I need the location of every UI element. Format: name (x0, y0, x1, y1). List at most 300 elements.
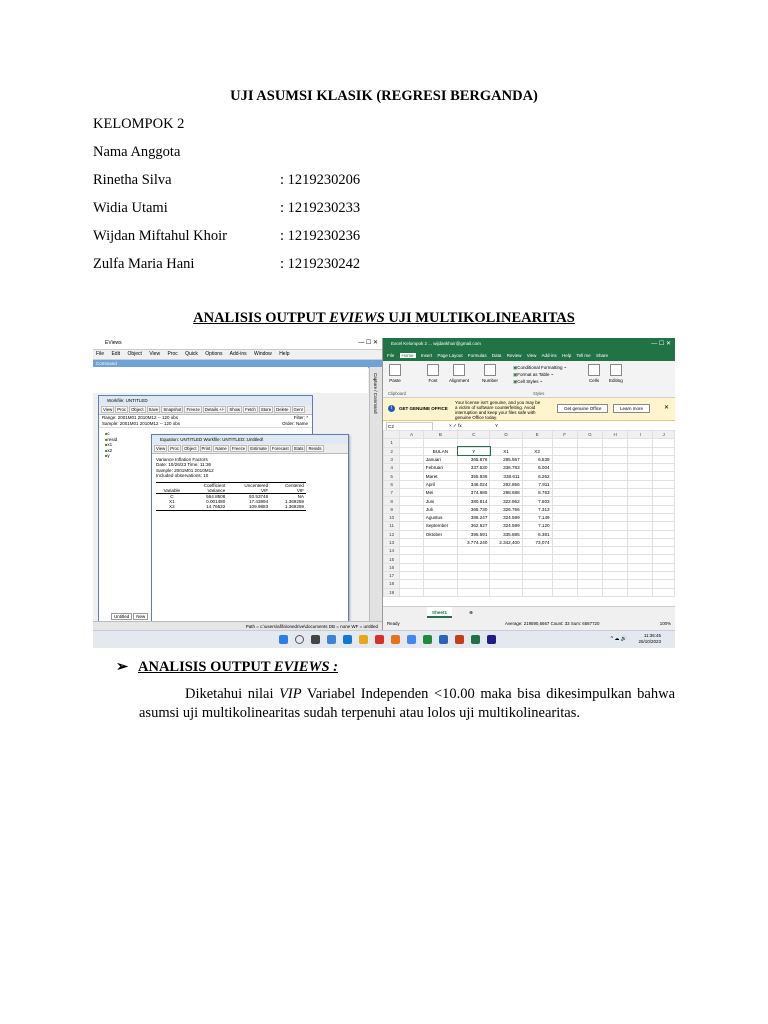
cell[interactable] (522, 555, 552, 563)
row-header[interactable]: 15 (384, 555, 400, 563)
cell[interactable] (577, 538, 602, 546)
cell[interactable] (577, 588, 602, 596)
cell[interactable] (653, 497, 675, 505)
cell[interactable] (628, 447, 653, 455)
cell[interactable] (423, 580, 457, 588)
toolbar-button[interactable]: Print (201, 446, 211, 451)
cell[interactable] (628, 489, 653, 497)
toolbar-button[interactable]: Details +/- (204, 407, 225, 412)
row-header[interactable]: 11 (384, 522, 400, 530)
toolbar-button[interactable]: Genr (293, 407, 304, 412)
sheet-tab[interactable]: Sheet1 (427, 607, 452, 618)
cell[interactable]: Mei (423, 489, 457, 497)
cell[interactable] (552, 472, 577, 480)
cell[interactable] (653, 538, 675, 546)
toolbar-button[interactable]: Fetch (245, 407, 256, 412)
cell[interactable] (603, 505, 628, 513)
paste-button[interactable] (389, 364, 401, 383)
ribbon-tab[interactable]: Formulas (467, 353, 487, 358)
cell[interactable]: X1 (490, 447, 522, 455)
cell[interactable]: 324.599 (490, 513, 522, 521)
format-as-table-button[interactable]: ▣ Format as Table ~ (513, 371, 566, 378)
toolbar-button[interactable]: Store (260, 407, 272, 412)
toolbar-button[interactable]: Estimate (250, 446, 267, 451)
toolbar-button[interactable]: Object (131, 407, 144, 412)
cell[interactable] (628, 588, 653, 596)
cell[interactable] (458, 439, 490, 447)
cell[interactable] (400, 513, 423, 521)
cell[interactable]: 337.530 (458, 464, 490, 472)
toolbar-button[interactable]: View (156, 446, 166, 451)
column-header[interactable]: B (423, 431, 457, 439)
cell[interactable] (577, 580, 602, 588)
task-view-icon[interactable] (311, 635, 320, 644)
cell[interactable]: Oktober (423, 530, 457, 538)
cell[interactable] (628, 464, 653, 472)
cell[interactable]: 395.591 (458, 530, 490, 538)
menu-item[interactable]: Help (279, 351, 290, 357)
cell[interactable] (628, 547, 653, 555)
cell[interactable]: 73,074 (522, 538, 552, 546)
cell[interactable] (552, 505, 577, 513)
cell[interactable] (400, 588, 423, 596)
cell[interactable] (423, 588, 457, 596)
cell[interactable] (400, 489, 423, 497)
cell[interactable] (628, 538, 653, 546)
toolbar-button[interactable]: Name (215, 446, 227, 451)
cell[interactable] (552, 547, 577, 555)
cell[interactable] (628, 580, 653, 588)
toolbar-button[interactable]: Show (229, 407, 241, 412)
cell[interactable] (653, 489, 675, 497)
cell[interactable] (522, 563, 552, 571)
cell[interactable]: 362.527 (458, 522, 490, 530)
cell[interactable]: 298.688 (490, 489, 522, 497)
cell[interactable] (423, 538, 457, 546)
cell[interactable] (552, 439, 577, 447)
corner-cell[interactable] (384, 431, 400, 439)
cell[interactable] (490, 555, 522, 563)
close-icon[interactable]: ✕ (663, 405, 669, 411)
cell[interactable] (423, 555, 457, 563)
cell[interactable] (653, 472, 675, 480)
cell[interactable] (400, 555, 423, 563)
cell[interactable]: 355.936 (458, 472, 490, 480)
cell[interactable]: 292.856 (490, 480, 522, 488)
cell[interactable] (458, 572, 490, 580)
cell[interactable] (577, 464, 602, 472)
font-button[interactable] (427, 364, 439, 383)
get-genuine-button[interactable]: Get genuine Office (557, 404, 608, 413)
row-header[interactable]: 18 (384, 580, 400, 588)
cell[interactable] (653, 588, 675, 596)
row-header[interactable]: 10 (384, 513, 400, 521)
cell[interactable] (628, 497, 653, 505)
cell[interactable] (577, 497, 602, 505)
cell[interactable] (490, 547, 522, 555)
cell[interactable]: Juli (423, 505, 457, 513)
cell[interactable] (577, 480, 602, 488)
cell[interactable]: 380.814 (458, 497, 490, 505)
cell[interactable] (653, 480, 675, 488)
cell[interactable] (653, 464, 675, 472)
cell[interactable] (522, 580, 552, 588)
app-icon[interactable] (327, 635, 336, 644)
cell[interactable] (400, 472, 423, 480)
cell[interactable]: 3.774.240 (458, 538, 490, 546)
command-area[interactable] (93, 367, 368, 393)
app-icon[interactable] (375, 635, 384, 644)
powerpoint-icon[interactable] (455, 635, 464, 644)
clock[interactable] (638, 633, 661, 645)
cell[interactable] (400, 505, 423, 513)
menu-item[interactable]: Quick (185, 351, 198, 357)
series-item[interactable]: ■ y (105, 453, 312, 459)
cell[interactable] (653, 563, 675, 571)
toolbar-button[interactable]: Proc (170, 446, 180, 451)
column-header[interactable]: H (603, 431, 628, 439)
app-icon[interactable] (423, 635, 432, 644)
cell[interactable]: Maret (423, 472, 457, 480)
excel-icon[interactable] (471, 635, 480, 644)
cell[interactable] (400, 580, 423, 588)
cell[interactable] (400, 439, 423, 447)
cell[interactable] (400, 447, 423, 455)
cell[interactable]: 326.756 (490, 505, 522, 513)
row-header[interactable]: 1 (384, 439, 400, 447)
cell[interactable] (603, 513, 628, 521)
row-header[interactable]: 4 (384, 464, 400, 472)
cell[interactable] (653, 580, 675, 588)
ribbon-tab[interactable]: Add-ins (541, 353, 557, 358)
cell[interactable]: X2 (522, 447, 552, 455)
cell[interactable] (628, 522, 653, 530)
cell[interactable] (400, 464, 423, 472)
cell[interactable] (552, 464, 577, 472)
cell[interactable]: Januari (423, 455, 457, 463)
series-item[interactable]: ■ c (105, 431, 312, 437)
cell[interactable] (653, 572, 675, 580)
cell[interactable]: 7.120 (522, 522, 552, 530)
toolbar-button[interactable]: Proc (117, 407, 127, 412)
series-item[interactable]: ■ resid (105, 437, 312, 443)
cell[interactable] (522, 588, 552, 596)
column-header[interactable]: E (522, 431, 552, 439)
row-header[interactable]: 8 (384, 497, 400, 505)
toolbar-button[interactable]: Forecast (271, 446, 289, 451)
cell[interactable] (603, 563, 628, 571)
learn-more-button[interactable]: Learn more (613, 404, 650, 413)
window-controls-icon[interactable]: — ☐ ✕ (358, 340, 378, 346)
tab-untitled[interactable]: Untitled (111, 613, 132, 620)
cell[interactable] (577, 447, 602, 455)
cell[interactable] (400, 563, 423, 571)
cell[interactable] (603, 538, 628, 546)
cell[interactable] (603, 547, 628, 555)
toolbar-button[interactable]: Freeze (231, 446, 246, 451)
cell[interactable]: 7.911 (522, 480, 552, 488)
cell[interactable] (577, 472, 602, 480)
cell[interactable] (490, 580, 522, 588)
ribbon-tab[interactable]: Tell me (576, 353, 591, 358)
cell[interactable]: 6.262 (522, 472, 552, 480)
cell[interactable] (653, 439, 675, 447)
selected-cell[interactable]: Y (458, 447, 490, 455)
cell[interactable] (490, 572, 522, 580)
cell[interactable] (653, 530, 675, 538)
cell[interactable] (603, 555, 628, 563)
side-tab[interactable] (369, 367, 382, 629)
cell[interactable] (522, 572, 552, 580)
cell[interactable]: 285.567 (490, 455, 522, 463)
ribbon-tab[interactable]: Data (491, 353, 502, 358)
cell[interactable] (458, 547, 490, 555)
ribbon-tab[interactable]: Review (506, 353, 522, 358)
cell[interactable] (423, 547, 457, 555)
cell[interactable] (552, 480, 577, 488)
ribbon-tab-active[interactable]: Home (401, 353, 414, 358)
menu-item[interactable]: Edit (111, 351, 121, 357)
cell[interactable] (552, 580, 577, 588)
row-header[interactable]: 16 (384, 563, 400, 571)
cell[interactable] (628, 480, 653, 488)
column-header[interactable]: J (653, 431, 675, 439)
conditional-formatting-button[interactable]: ▣ Conditional Formatting ~ (513, 364, 566, 371)
toolbar-button[interactable]: View (103, 407, 113, 412)
cell[interactable] (628, 563, 653, 571)
cell[interactable] (577, 530, 602, 538)
cell[interactable] (552, 588, 577, 596)
cell[interactable] (552, 530, 577, 538)
formula-input[interactable]: Y (495, 423, 499, 428)
fx-icon[interactable]: × ✓ fx (449, 423, 462, 428)
cell[interactable] (400, 480, 423, 488)
menu-item[interactable]: File (96, 351, 105, 357)
row-header[interactable]: 6 (384, 480, 400, 488)
cell[interactable] (653, 455, 675, 463)
ribbon-tab[interactable]: View (526, 353, 537, 358)
cell[interactable] (577, 439, 602, 447)
cell[interactable]: 322.862 (490, 497, 522, 505)
tab-new[interactable]: New (133, 613, 148, 620)
cell[interactable] (522, 547, 552, 555)
cell[interactable] (552, 447, 577, 455)
cell[interactable] (522, 439, 552, 447)
cell[interactable]: 324.599 (490, 522, 522, 530)
cell[interactable] (552, 489, 577, 497)
cell[interactable]: 346.024 (458, 480, 490, 488)
ribbon-tab[interactable]: Insert (420, 353, 433, 358)
toolbar-button[interactable]: Snapshot (163, 407, 182, 412)
cell[interactable] (552, 513, 577, 521)
app-icon[interactable] (343, 635, 352, 644)
cell[interactable]: 6.381 (522, 530, 552, 538)
toolbar-button[interactable]: Resids (308, 446, 322, 451)
ribbon-tab[interactable]: Help (561, 353, 572, 358)
cell[interactable] (577, 455, 602, 463)
cell[interactable] (628, 530, 653, 538)
row-header[interactable]: 7 (384, 489, 400, 497)
toolbar-button[interactable]: Save (148, 407, 159, 412)
toolbar-button[interactable]: Stats (293, 446, 304, 451)
cell[interactable]: 6.004 (522, 464, 552, 472)
window-controls-icon[interactable]: — ☐ ✕ (651, 341, 671, 347)
cell[interactable]: 365.876 (458, 455, 490, 463)
cell[interactable] (603, 522, 628, 530)
row-header[interactable]: 9 (384, 505, 400, 513)
cells-button[interactable] (588, 364, 600, 383)
cell[interactable] (552, 497, 577, 505)
cell[interactable]: 374.685 (458, 489, 490, 497)
cell[interactable] (577, 489, 602, 497)
editing-button[interactable] (609, 364, 623, 383)
cell[interactable] (458, 580, 490, 588)
cell[interactable] (603, 588, 628, 596)
cell[interactable]: 7.149 (522, 513, 552, 521)
menu-item[interactable]: Window (254, 351, 272, 357)
row-header[interactable]: 5 (384, 472, 400, 480)
cell[interactable] (653, 555, 675, 563)
cell[interactable] (603, 497, 628, 505)
cell[interactable]: Februari (423, 464, 457, 472)
cell[interactable] (603, 580, 628, 588)
cell[interactable]: 365.730 (458, 505, 490, 513)
menu-item[interactable]: Add-ins (229, 351, 247, 357)
cell[interactable] (400, 522, 423, 530)
cell[interactable] (628, 505, 653, 513)
column-header[interactable]: F (552, 431, 577, 439)
cell[interactable] (400, 455, 423, 463)
cell[interactable]: 389.247 (458, 513, 490, 521)
alignment-button[interactable] (449, 364, 469, 383)
menu-item[interactable]: View (149, 351, 161, 357)
cell[interactable] (490, 439, 522, 447)
cell[interactable]: September (423, 522, 457, 530)
cell[interactable] (577, 555, 602, 563)
cell[interactable]: 336.783 (490, 464, 522, 472)
cell[interactable] (577, 513, 602, 521)
start-icon[interactable] (279, 635, 288, 644)
cell[interactable] (628, 513, 653, 521)
cell[interactable] (603, 489, 628, 497)
cell[interactable] (552, 572, 577, 580)
row-header[interactable]: 2 (384, 447, 400, 455)
cell[interactable]: 7.603 (522, 497, 552, 505)
column-header[interactable]: D (490, 431, 522, 439)
cell[interactable]: 338.611 (490, 472, 522, 480)
cell[interactable] (577, 505, 602, 513)
system-tray[interactable]: ^ ☁ 🔊 (610, 636, 627, 642)
menu-item[interactable]: Options (205, 351, 223, 357)
cell[interactable] (423, 439, 457, 447)
row-header[interactable]: 13 (384, 538, 400, 546)
cell[interactable] (653, 505, 675, 513)
cell[interactable] (628, 555, 653, 563)
word-icon[interactable] (439, 635, 448, 644)
cell[interactable] (458, 555, 490, 563)
cell[interactable]: 2.342,400 (490, 538, 522, 546)
cell[interactable] (603, 472, 628, 480)
app-icon[interactable] (391, 635, 400, 644)
cell[interactable] (628, 439, 653, 447)
menu-item[interactable]: Proc (167, 351, 178, 357)
cell[interactable] (400, 538, 423, 546)
cell[interactable] (552, 455, 577, 463)
cell[interactable] (653, 522, 675, 530)
cell-styles-button[interactable]: ▣ Cell Styles ~ (513, 378, 566, 385)
cell[interactable] (400, 530, 423, 538)
add-sheet-icon[interactable]: ⊕ (469, 610, 473, 615)
cell[interactable] (603, 447, 628, 455)
cell[interactable] (653, 513, 675, 521)
toolbar-button[interactable]: Delete (276, 407, 289, 412)
cell[interactable] (603, 464, 628, 472)
folder-icon[interactable] (359, 635, 368, 644)
cell[interactable] (458, 563, 490, 571)
cell[interactable] (603, 572, 628, 580)
cell[interactable]: BULAN (423, 447, 457, 455)
eviews-icon[interactable] (487, 635, 496, 644)
cell[interactable]: April (423, 480, 457, 488)
cell[interactable] (552, 538, 577, 546)
series-item[interactable]: ■ x1 (105, 442, 312, 448)
menu-item[interactable]: Object (127, 351, 142, 357)
cell[interactable] (577, 522, 602, 530)
series-item[interactable]: ■ x2 (105, 448, 312, 454)
cell[interactable] (577, 563, 602, 571)
name-box[interactable]: C2 (386, 422, 433, 431)
cell[interactable] (653, 547, 675, 555)
ribbon-tab[interactable]: Page Layout (437, 353, 463, 358)
column-header[interactable]: C (458, 431, 490, 439)
search-icon[interactable] (295, 635, 304, 644)
row-header[interactable]: 14 (384, 547, 400, 555)
row-header[interactable]: 17 (384, 572, 400, 580)
cell[interactable]: 8.763 (522, 489, 552, 497)
cell[interactable] (603, 439, 628, 447)
cell[interactable]: Juni (423, 497, 457, 505)
ribbon-tab[interactable]: Share (595, 353, 608, 358)
cell[interactable] (577, 547, 602, 555)
cell[interactable] (653, 447, 675, 455)
cell[interactable] (458, 588, 490, 596)
cell[interactable] (628, 572, 653, 580)
row-header[interactable]: 19 (384, 588, 400, 596)
cell[interactable]: Agustus (423, 513, 457, 521)
cell[interactable] (603, 455, 628, 463)
toolbar-button[interactable]: Freeze (186, 407, 200, 412)
cell[interactable]: 6.539 (522, 455, 552, 463)
row-header[interactable]: 12 (384, 530, 400, 538)
cell[interactable] (603, 480, 628, 488)
cell[interactable] (603, 530, 628, 538)
cell[interactable] (400, 572, 423, 580)
cell[interactable] (552, 563, 577, 571)
cell[interactable] (400, 497, 423, 505)
row-header[interactable]: 3 (384, 455, 400, 463)
cell[interactable] (423, 572, 457, 580)
zoom-level[interactable]: 100% (659, 621, 671, 626)
cell[interactable]: 335.885 (490, 530, 522, 538)
cell[interactable] (400, 547, 423, 555)
cell[interactable] (552, 555, 577, 563)
ribbon-tab[interactable]: File (387, 353, 395, 358)
cell[interactable]: 7.313 (522, 505, 552, 513)
toolbar-button[interactable]: Object (184, 446, 197, 451)
column-header[interactable]: G (577, 431, 602, 439)
chrome-icon[interactable] (407, 635, 416, 644)
cell[interactable] (490, 588, 522, 596)
